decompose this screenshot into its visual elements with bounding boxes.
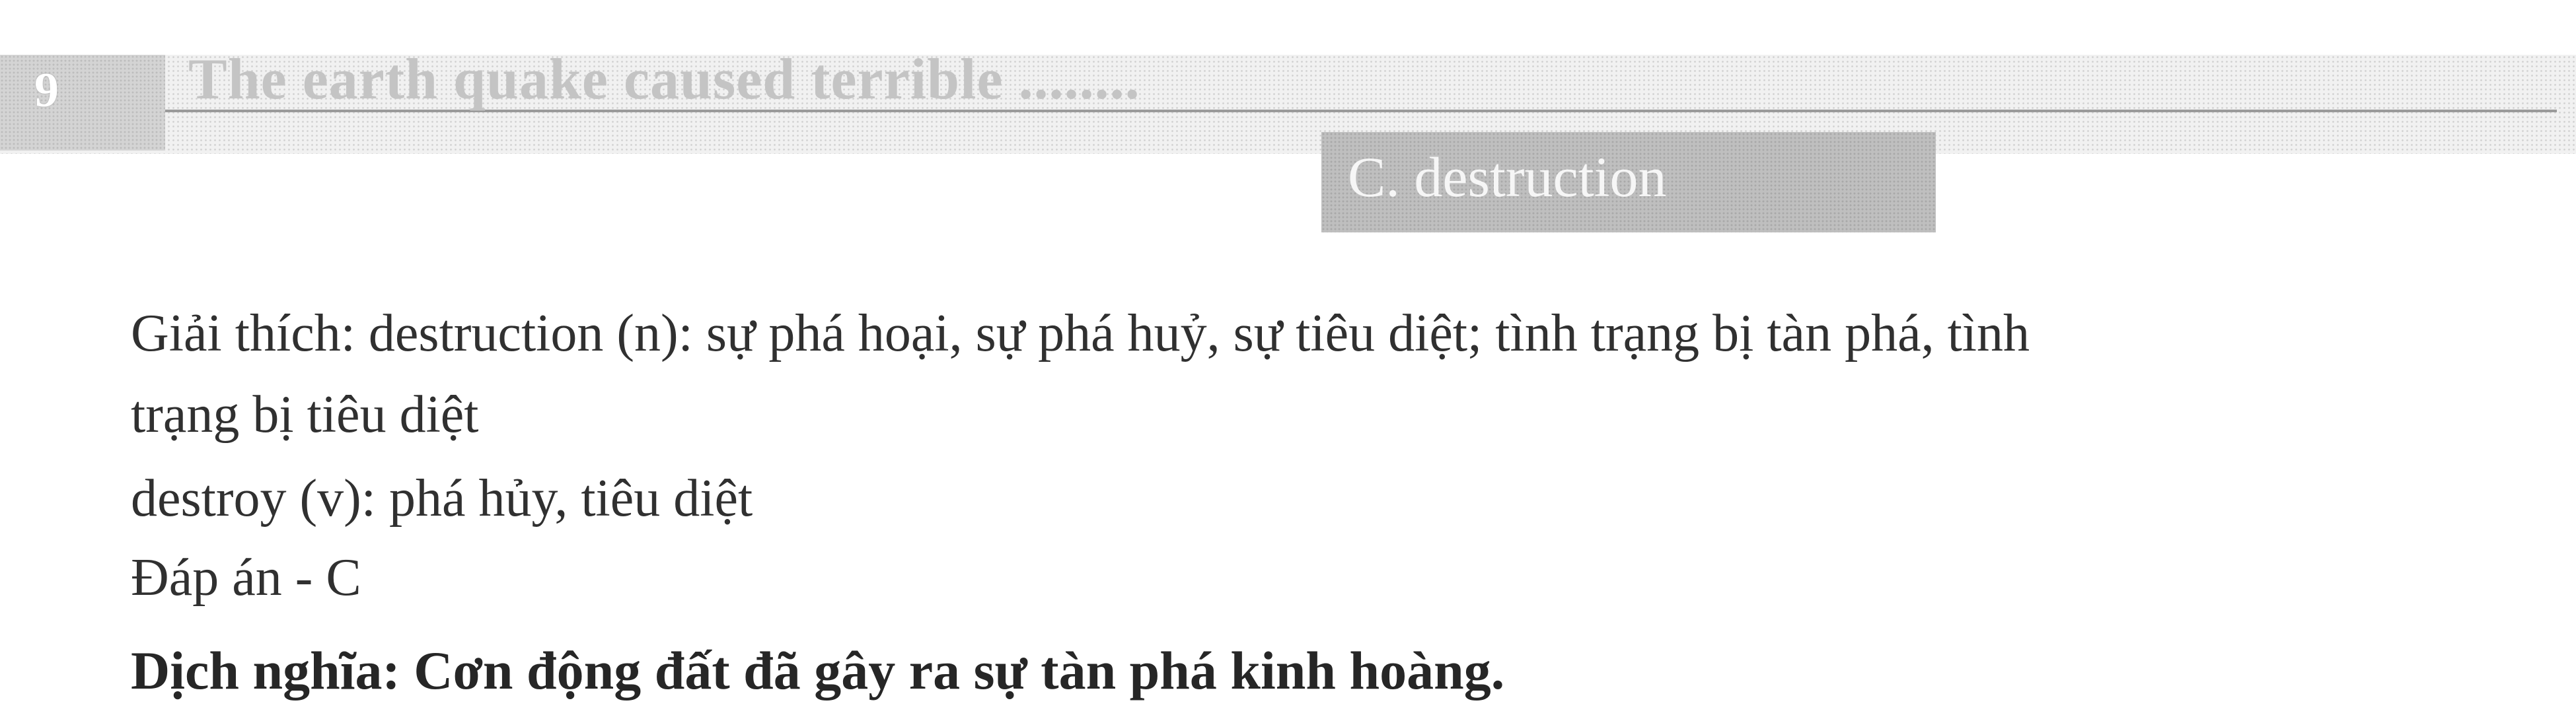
answer-label: C. destruction	[1348, 145, 1667, 209]
explanation-line-2: trạng bị tiêu diệt	[131, 386, 479, 444]
question-number: 9	[34, 63, 59, 118]
answer-key-line: Đáp án - C	[131, 549, 361, 607]
translation-text: Dịch nghĩa: Cơn động đất đã gây ra sự tàn phá kinh hoàng.	[131, 640, 1505, 701]
question-number-badge	[0, 55, 165, 151]
question-text: The earth quake caused terrible ........	[188, 48, 1140, 112]
explanation-line-1: Giải thích: destruction (n): sự phá hoại, sự phá huỷ, sự tiêu diệt; tình trạng bị tàn phá, tình	[131, 304, 2030, 362]
explanation-line-3: destroy (v): phá hủy, tiêu diệt	[131, 469, 753, 528]
